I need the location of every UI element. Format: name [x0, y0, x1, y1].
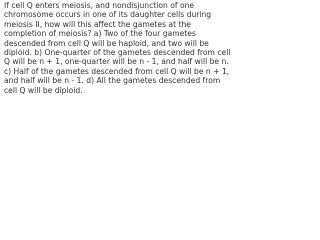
question-block — [4, 1, 232, 95]
question-text: If cell Q enters meiosis, and nondisjunction of one chromosome occurs in one of its daughter cells during meiosis II, how will this affect the gametes at the completion of meiosis? a) Two of the four gametes descended from cell Q will be haploid, and two will be diploid. b) One-quarter of the gametes descended from cell Q will be n + 1, one-quarter will be n - 1, and half will be n. c) Half of the gametes descended from cell Q will be n + 1, and half will be n - 1. d) All the gametes descended from cell Q will be diploid. — [4, 1, 231, 95]
